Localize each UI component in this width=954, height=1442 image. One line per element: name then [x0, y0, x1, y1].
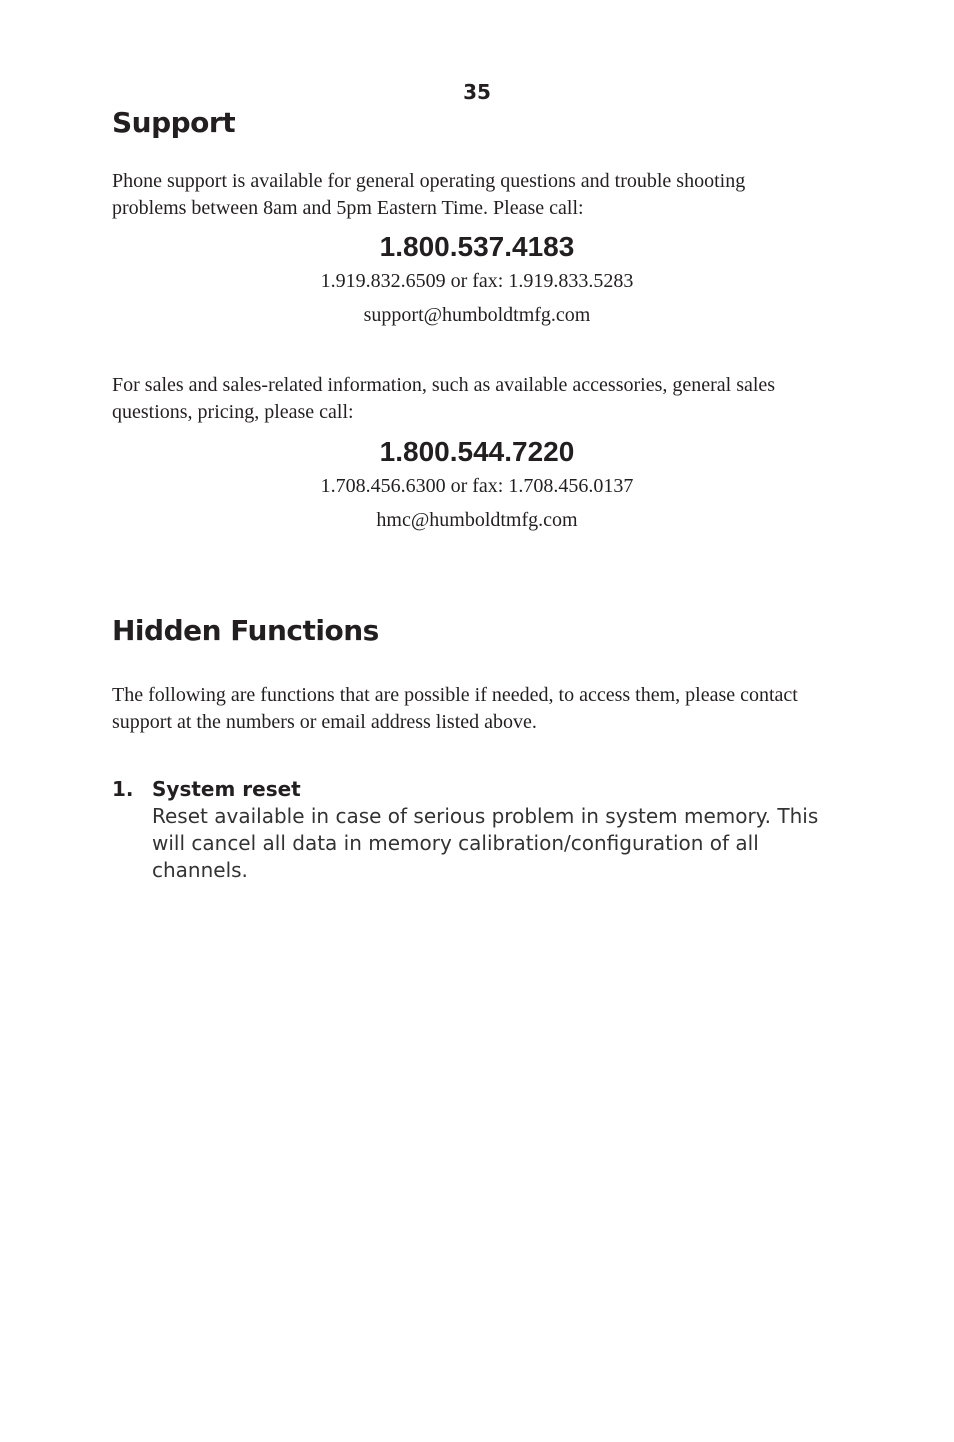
hidden-functions-intro: The following are functions that are possible if needed, to access them, please contact support at the numbers or email address listed above. — [112, 684, 798, 733]
hidden-functions-heading: Hidden Functions — [112, 614, 379, 647]
sales-intro: For sales and sales-related information, such as available accessories, general sales questions, pricing, please call: — [112, 374, 776, 423]
page-number: 35 — [463, 80, 491, 104]
sales-phone-alt: 1.708.456.6300 or fax: 1.708.456.0137 — [320, 475, 634, 497]
sales-phone-main[interactable]: 1.800.544.7220 — [379, 436, 575, 467]
support-heading: Support — [112, 106, 236, 139]
support-intro: Phone support is available for general operating questions and trouble shooting problems between 8am and 5pm Eastern Time. Please call: — [112, 170, 746, 219]
sales-email-link[interactable]: hmc@humboldtmfg.com — [376, 509, 578, 531]
support-email-link[interactable]: support@humboldtmfg.com — [363, 304, 591, 326]
list-item-system-reset — [112, 776, 832, 884]
sales-contact — [0, 435, 954, 537]
support-phone-alt: 1.919.832.6509 or fax: 1.919.833.5283 — [320, 270, 634, 292]
list-item-title: System reset — [152, 777, 301, 801]
support-phone-main[interactable]: 1.800.537.4183 — [379, 231, 575, 262]
list-item-number: 1. — [112, 777, 134, 801]
list-item-description: Reset available in case of serious problem in system memory. This will cancel all data in memory calibration/configuration of all channels. — [152, 804, 819, 882]
support-contact — [0, 230, 954, 332]
